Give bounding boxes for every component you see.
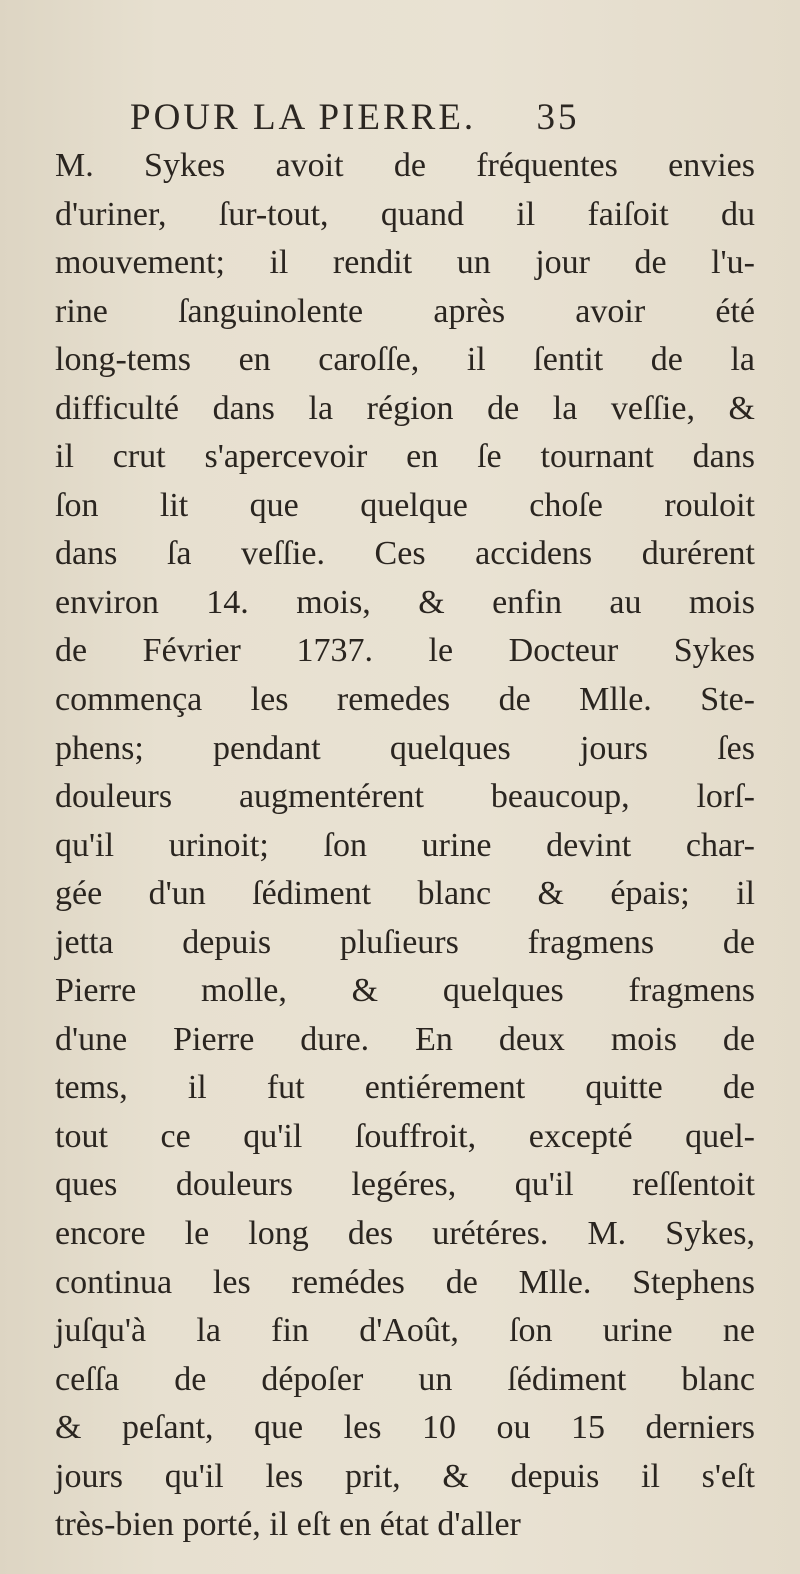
text-line: tems, il fut entiérement quitte de xyxy=(55,1069,755,1107)
text-line: jetta depuis pluſieurs fragmens de xyxy=(55,923,755,961)
text-line: & peſant, que les 10 ou 15 derniers xyxy=(55,1409,755,1447)
text-line: difficulté dans la région de la veſſie, & xyxy=(55,389,755,427)
text-line: d'uriner, ſur-tout, quand il faiſoit du xyxy=(55,195,755,233)
text-line: juſqu'à la fin d'Août, ſon urine ne xyxy=(55,1312,755,1350)
text-line: continua les remédes de Mlle. Stephens xyxy=(55,1263,755,1301)
text-line: environ 14. mois, & enfin au mois xyxy=(55,583,755,621)
text-line: il crut s'apercevoir en ſe tournant dans xyxy=(55,438,755,476)
text-line: d'une Pierre dure. En deux mois de xyxy=(55,1020,755,1058)
text-line: long-tems en caroſſe, il ſentit de la xyxy=(55,341,755,379)
text-line: commença les remedes de Mlle. Ste- xyxy=(55,681,755,719)
text-line: phens; pendant quelques jours ſes xyxy=(55,729,755,767)
text-line: de Février 1737. le Docteur Sykes xyxy=(55,632,755,670)
text-line: jours qu'il les prit, & depuis il s'eſt xyxy=(55,1457,755,1495)
text-line: qu'il urinoit; ſon urine devint char- xyxy=(55,826,755,864)
text-line: dans ſa veſſie. Ces accidens durérent xyxy=(55,535,755,573)
text-line: Pierre molle, & quelques fragmens xyxy=(55,972,755,1010)
text-line: ques douleurs legéres, qu'il reſſentoit xyxy=(55,1166,755,1204)
body-text xyxy=(55,142,755,1550)
running-head-title: POUR LA PIERRE. xyxy=(130,97,477,138)
text-line: ceſſa de dépoſer un ſédiment blanc xyxy=(55,1360,755,1398)
text-line: M. Sykes avoit de fréquentes envies xyxy=(55,147,755,184)
text-line: mouvement; il rendit un jour de l'u- xyxy=(55,244,755,282)
running-head xyxy=(130,96,730,139)
text-line: encore le long des urétéres. M. Sykes, xyxy=(55,1215,755,1253)
text-line: rine ſanguinolente après avoir été xyxy=(55,292,755,330)
text-line: douleurs augmentérent beaucoup, lorſ- xyxy=(55,778,755,816)
text-line: tout ce qu'il ſouffroit, excepté quel- xyxy=(55,1117,755,1155)
text-line: ſon lit que quelque choſe rouloit xyxy=(55,486,755,524)
text-line: gée d'un ſédiment blanc & épais; il xyxy=(55,875,755,913)
page-number: 35 xyxy=(536,97,580,138)
text-line: très-bien porté, il eſt en état d'aller xyxy=(55,1506,521,1544)
